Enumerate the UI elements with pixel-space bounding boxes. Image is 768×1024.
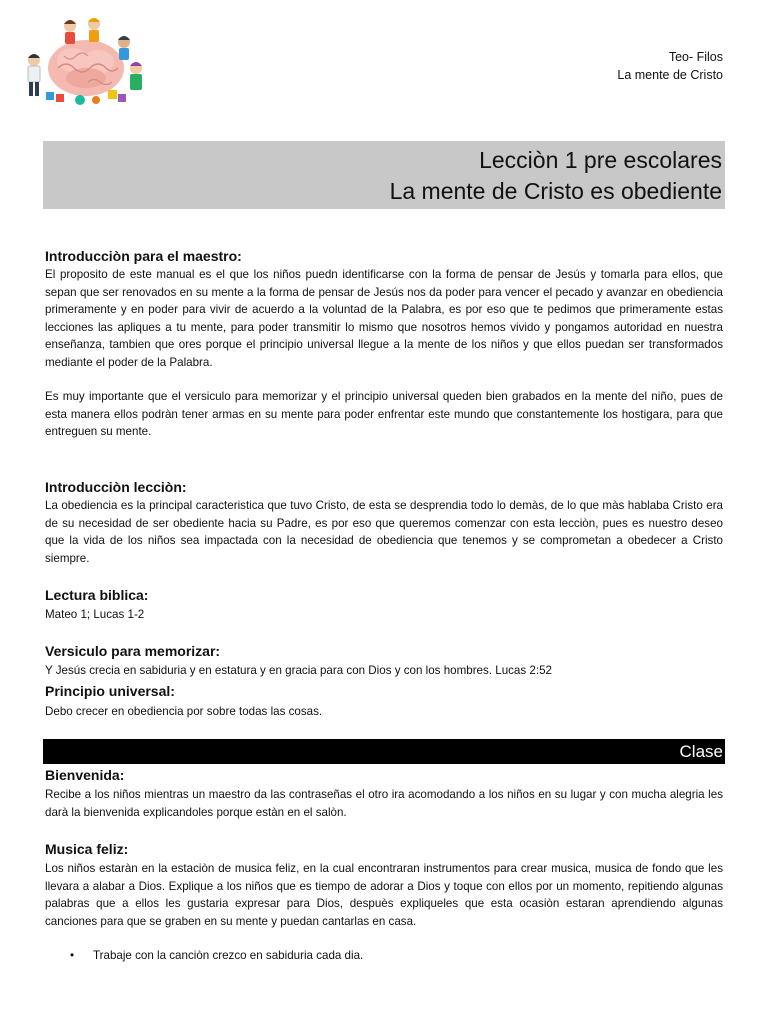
class-section-band: [43, 739, 725, 764]
welcome-heading: Bienvenida:: [45, 767, 125, 783]
series-subtitle: La mente de Cristo: [617, 68, 723, 82]
list-item-text: Trabaje con la canciòn crezco en sabiduria cada dia.: [93, 949, 364, 962]
memory-verse-heading: Versiculo para memorizar:: [45, 643, 221, 659]
kids-brain-logo: [18, 12, 148, 110]
document-header: [617, 48, 723, 84]
universal-principle-text: Debo crecer en obediencia por sobre todas las cosas.: [45, 705, 323, 718]
lesson-title: Lecciòn 1 pre escolares: [479, 147, 722, 173]
list-item: [70, 947, 363, 964]
intro-teacher-heading: Introducciòn para el maestro:: [45, 248, 242, 264]
class-section-label: Clase: [679, 742, 723, 761]
series-title: Teo- Filos: [668, 50, 723, 64]
intro-lesson-heading: Introducciòn lecciòn:: [45, 479, 187, 495]
intro-teacher-paragraph-1: El proposito de este manual es el que los niños puedn identificarse con la forma de pensar de Jesús y tomarla para ellos, que sepan que ser renovados en su mente a la forma de pensar de Jesús nos da poder para vencer el pecado y avanzar en obediencia primeramente y en poder para vivir de acuerdo a la voluntad de la Palabra, es por eso que te pedimos que primeramente estas lecciones las apliques a tu mente, para poder transmitir lo mismo que nosotros hemos vivido y pongamos autoridad en nuestra enseñanza, tambien que ores porque el principio universal llegue a la mente de los niños y que ellos puedan ser transformados mediante el poder de la Palabra.: [45, 268, 723, 369]
bullet-icon: •: [70, 949, 75, 962]
universal-principle-heading: Principio universal:: [45, 683, 175, 699]
happy-music-heading: Musica feliz:: [45, 841, 129, 857]
intro-lesson-paragraph: La obediencia es la principal caracteristica que tuvo Cristo, de esta se desprendia todo lo demàs, de lo que màs hablaba Cristo era de su necesidad de ser obediente hacia su Padre, es por eso que queremos comenzar con esta lecciòn, pues es nuestro deseo que la vida de los niños sea impactada con la necesidad de obediencia que tenemos y se comprometan a obedecer a Cristo siempre.: [45, 499, 723, 565]
bible-reading-text: Mateo 1; Lucas 1-2: [45, 608, 145, 621]
intro-teacher-paragraph-2: Es muy importante que el versiculo para memorizar y el principio universal queden bien grabados en la mente del niño, pues de esta manera ellos podràn tener armas en su mente para poder enfrentar este mundo que constantemente los hostigara, para que entreguen su mente.: [45, 390, 723, 438]
welcome-text: Recibe a los niños mientras un maestro da las contraseñas el otro ira acomodando a los niños en su lugar y con mucha alegria les darà la bienvenida explicandoles porque estàn en el salòn.: [45, 788, 723, 819]
happy-music-text: Los niños estaràn en la estaciòn de musica feliz, en la cual encontraran instrumentos para crear musica, musica de fondo que les llevara a alabar a Dios. Explique a los niños que es tiempo de adorar a Dios y toque con ellos por un momento, repitiendo algunas palabras que a ellos les gustaria expresar para Dios, despuès expliqueles que esta ocasiòn estaran aprendiendo algunas canciones para que se graben en su mente y puedan cantarlas en casa.: [45, 862, 723, 928]
memory-verse-text: Y Jesús crecia en sabiduria y en estatura y en gracia para con Dios y con los hombres. Lucas 2:52: [45, 664, 552, 677]
bible-reading-heading: Lectura biblica:: [45, 587, 149, 603]
lesson-subtitle: La mente de Cristo es obediente: [389, 178, 722, 204]
lesson-title-band: [43, 141, 725, 209]
